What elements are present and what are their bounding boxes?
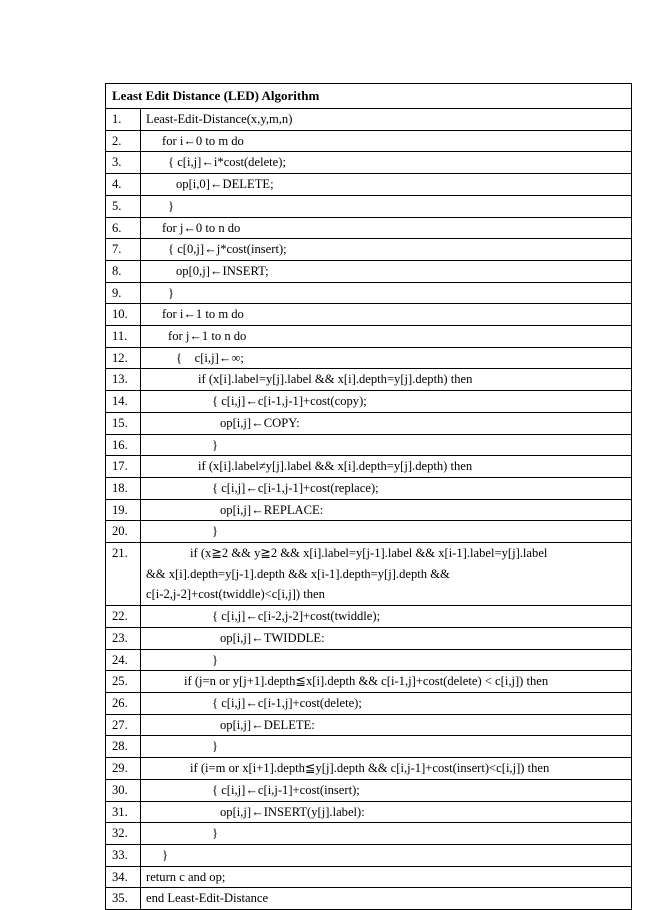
line-code — [140, 326, 631, 347]
code-line — [106, 671, 631, 693]
line-number: 5. — [112, 198, 122, 213]
code-line — [106, 435, 631, 457]
code-text: { c[i,j]←c[i-1,j-1]+cost(copy); — [212, 394, 367, 409]
line-number: 20. — [112, 524, 128, 539]
line-code — [140, 543, 631, 605]
code-line — [106, 693, 631, 715]
code-line — [106, 758, 631, 780]
line-code — [140, 478, 631, 499]
algorithm-box — [105, 83, 632, 910]
code-line — [106, 152, 631, 174]
code-line — [106, 456, 631, 478]
line-number: 16. — [112, 437, 128, 452]
code-line — [106, 500, 631, 522]
line-code — [140, 845, 631, 866]
code-line — [106, 802, 631, 824]
line-code — [140, 802, 631, 823]
line-number: 23. — [112, 630, 128, 645]
code-line — [106, 606, 631, 628]
line-number: 28. — [112, 739, 128, 754]
code-text: if (x≧2 && y≧2 && x[i].label=y[j-1].label && x[i-1].label=y[j].label — [190, 546, 548, 561]
line-code — [140, 131, 631, 152]
line-number: 35. — [112, 891, 128, 906]
line-code — [140, 239, 631, 260]
code-line — [106, 304, 631, 326]
line-number: 17. — [112, 459, 128, 474]
code-line — [106, 867, 631, 889]
line-number: 18. — [112, 480, 128, 495]
code-text: } — [212, 739, 219, 754]
code-line — [106, 261, 631, 283]
code-line — [106, 174, 631, 196]
code-text: op[i,j]←REPLACE: — [220, 502, 324, 517]
line-code — [140, 521, 631, 542]
code-text: op[0,j]←INSERT; — [176, 263, 269, 278]
line-number: 26. — [112, 695, 128, 710]
line-number: 34. — [112, 869, 128, 884]
line-code — [140, 261, 631, 282]
code-text: for j←0 to n do — [162, 220, 241, 235]
code-line — [106, 196, 631, 218]
code-text: return c and op; — [146, 869, 226, 884]
code-text: } — [168, 285, 175, 300]
code-text: } — [162, 847, 169, 862]
code-line — [106, 650, 631, 672]
line-code — [140, 823, 631, 844]
algorithm-body — [106, 109, 631, 909]
code-text: { c[i,j]←c[i-1,j]+cost(delete); — [212, 695, 362, 710]
code-line — [106, 391, 631, 413]
line-code — [140, 736, 631, 757]
line-number: 22. — [112, 609, 128, 624]
line-code — [140, 435, 631, 456]
line-number: 15. — [112, 415, 128, 430]
line-number: 4. — [112, 177, 122, 192]
code-line — [106, 543, 631, 606]
code-text: for i←0 to m do — [162, 133, 244, 148]
code-line — [106, 628, 631, 650]
line-code — [140, 109, 631, 130]
algorithm-title: Least Edit Distance (LED) Algorithm — [106, 84, 631, 109]
code-text: { c[i,j]←i*cost(delete); — [168, 155, 286, 170]
line-code — [140, 500, 631, 521]
line-number: 27. — [112, 717, 128, 732]
line-code — [140, 369, 631, 390]
line-number: 25. — [112, 674, 128, 689]
line-code — [140, 152, 631, 173]
code-line — [106, 780, 631, 802]
line-code — [140, 671, 631, 692]
line-code — [140, 628, 631, 649]
code-line — [106, 521, 631, 543]
line-code — [140, 304, 631, 325]
code-text: } — [212, 826, 219, 841]
line-code — [140, 758, 631, 779]
code-line — [106, 239, 631, 261]
code-text: op[i,j]←INSERT(y[j].label): — [220, 804, 365, 819]
line-number: 21. — [112, 546, 128, 561]
line-code — [140, 283, 631, 304]
code-line — [106, 823, 631, 845]
line-number: 2. — [112, 133, 122, 148]
line-code — [140, 867, 631, 888]
code-text: op[i,0]←DELETE; — [176, 177, 274, 192]
code-text: { c[0,j]←j*cost(insert); — [168, 242, 287, 257]
code-text: { c[i,j]←c[i,j-1]+cost(insert); — [212, 782, 360, 797]
code-text: } — [168, 198, 175, 213]
line-code — [140, 650, 631, 671]
code-line — [106, 715, 631, 737]
line-code — [140, 348, 631, 369]
code-text: { c[i,j]←c[i-2,j-2]+cost(twiddle); — [212, 609, 381, 624]
code-text: } — [212, 652, 219, 667]
line-number: 13. — [112, 372, 128, 387]
code-line — [106, 736, 631, 758]
code-text: { c[i,j]←c[i-1,j-1]+cost(replace); — [212, 480, 379, 495]
line-number: 3. — [112, 155, 122, 170]
code-text: { c[i,j]←∞; — [176, 350, 244, 365]
code-text: op[i,j]←TWIDDLE: — [220, 630, 325, 645]
code-line — [106, 218, 631, 240]
code-text: for j←1 to n do — [168, 329, 247, 344]
line-number: 29. — [112, 761, 128, 776]
code-line — [106, 369, 631, 391]
line-code — [140, 391, 631, 412]
line-code — [140, 218, 631, 239]
line-code — [140, 780, 631, 801]
line-number-divider — [140, 109, 141, 909]
line-code — [140, 715, 631, 736]
code-line — [106, 348, 631, 370]
code-text: op[i,j]←COPY: — [220, 415, 300, 430]
line-number: 9. — [112, 285, 122, 300]
line-number: 10. — [112, 307, 128, 322]
line-number: 8. — [112, 263, 122, 278]
line-number: 33. — [112, 847, 128, 862]
line-number: 31. — [112, 804, 128, 819]
code-text: if (i=m or x[i+1].depth≦y[j].depth && c[i,j-1]+cost(insert)<c[i,j]) then — [190, 761, 550, 776]
line-number: 32. — [112, 826, 128, 841]
code-line — [106, 326, 631, 348]
code-text: end Least-Edit-Distance — [146, 891, 269, 906]
line-number: 14. — [112, 394, 128, 409]
code-text: if (j=n or y[j+1].depth≦x[i].depth && c[i-1,j]+cost(delete) < c[i,j]) then — [184, 674, 549, 689]
line-code — [140, 693, 631, 714]
code-line — [106, 413, 631, 435]
code-line — [106, 131, 631, 153]
line-code — [140, 174, 631, 195]
code-text: if (x[i].label=y[j].label && x[i].depth=y[j].depth) then — [198, 372, 473, 387]
code-text: } — [212, 524, 219, 539]
line-code — [140, 456, 631, 477]
line-number: 24. — [112, 652, 128, 667]
code-line — [106, 845, 631, 867]
code-line — [106, 109, 631, 131]
line-number: 7. — [112, 242, 122, 257]
line-code — [140, 196, 631, 217]
line-number: 6. — [112, 220, 122, 235]
line-code — [140, 606, 631, 627]
code-text: if (x[i].label≠y[j].label && x[i].depth=y[j].depth) then — [198, 459, 473, 474]
code-continuation: c[i-2,j-2]+cost(twiddle)<c[i,j]) then — [146, 587, 325, 602]
line-number: 1. — [112, 112, 122, 126]
code-text: for i←1 to m do — [162, 307, 244, 322]
code-text: op[i,j]←DELETE: — [220, 717, 315, 732]
code-line — [106, 478, 631, 500]
line-number: 30. — [112, 782, 128, 797]
line-number: 19. — [112, 502, 128, 517]
code-text: } — [212, 437, 219, 452]
code-text: Least-Edit-Distance(x,y,m,n) — [146, 112, 293, 126]
line-number: 11. — [112, 329, 128, 344]
line-number: 12. — [112, 350, 128, 365]
line-code — [140, 413, 631, 434]
code-continuation: && x[i].depth=y[j-1].depth && x[i-1].depth=y[j].depth && — [146, 566, 450, 581]
code-line — [106, 283, 631, 305]
